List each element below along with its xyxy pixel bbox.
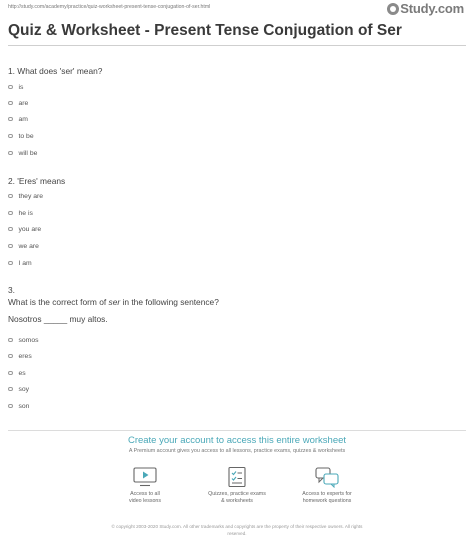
feature-line: Access to all [130,491,160,497]
radio-button[interactable] [8,134,13,139]
option-label: they are [18,192,44,200]
question-2-option[interactable] [8,224,41,234]
question-1-option[interactable] [8,148,37,158]
feature-line: & worksheets [221,498,253,504]
copyright-footer [60,524,414,537]
option-label: will be [18,149,38,157]
feature-line: Access to experts for [302,491,352,497]
question-2-heading: 2. 'Eres' means [8,176,66,186]
radio-button[interactable] [8,261,13,266]
option-label: you are [18,225,42,233]
question-3-number: 3. [8,285,15,295]
option-label: he is [18,209,33,217]
chat-icon [314,466,340,488]
footer-line: © copyright 2003-2020 Study.com. All other trademarks and copyrights are the property of their respective owners. All rights [111,524,363,529]
option-label: I am [18,259,32,267]
feature-line: homework questions [302,498,352,504]
promo-divider [8,430,466,431]
feature-text [208,491,266,505]
video-icon [132,466,158,488]
radio-button[interactable] [8,404,13,409]
radio-button[interactable] [8,101,13,106]
question-1-option[interactable] [8,98,28,108]
question-3-option[interactable] [8,384,29,394]
question-3-option[interactable] [8,401,29,411]
radio-button[interactable] [8,387,13,392]
question-2-option[interactable] [8,241,39,251]
feature-text [129,491,161,505]
option-label: eres [18,352,32,360]
prompt-text: What is the correct form of [8,297,109,307]
page-title: Quiz & Worksheet - Present Tense Conjugation of Ser [8,22,402,39]
question-3-prompt [8,297,219,307]
study-logo[interactable] [387,1,464,16]
radio-button[interactable] [8,371,13,376]
radio-button[interactable] [8,354,13,359]
radio-button[interactable] [8,117,13,122]
question-1-heading: 1. What does 'ser' mean? [8,66,103,76]
page-url[interactable]: http://study.com/academy/practice/quiz-worksheet-present-tense-conjugation-of-ser.html [8,4,211,10]
option-label: we are [18,242,39,250]
title-divider [8,45,466,46]
top-bar [0,0,474,14]
promo-title-link[interactable]: Create your account to access this entire worksheet [127,435,347,446]
footer-line: reserved. [227,530,247,536]
option-label: am [18,115,28,123]
feature-experts [272,466,382,505]
question-2-option[interactable] [8,258,32,268]
question-3-sentence: Nosotros _____ muy altos. [8,314,108,324]
radio-button[interactable] [8,338,13,343]
study-logo-icon [387,3,399,15]
question-2-option[interactable] [8,191,43,201]
radio-button[interactable] [8,244,13,249]
radio-button[interactable] [8,194,13,199]
radio-button[interactable] [8,85,13,90]
promo-subtitle: A Premium account gives you access to all lessons, practice exams, quizzes & worksheets [128,448,346,454]
option-label: are [18,99,29,107]
question-1-option[interactable] [8,114,28,124]
feature-line: video lessons [128,498,162,504]
option-label: is [18,83,24,91]
quiz-icon [224,466,250,488]
question-3-option[interactable] [8,368,26,378]
question-2-option[interactable] [8,208,33,218]
prompt-text: in the following sentence? [120,297,219,307]
radio-button[interactable] [8,227,13,232]
question-1-option[interactable] [8,131,34,141]
feature-line: Quizzes, practice exams [208,491,266,497]
question-3-option[interactable] [8,351,32,361]
option-label: soy [18,385,30,393]
radio-button[interactable] [8,151,13,156]
study-logo-text: Study.com [400,1,464,16]
option-label: es [18,369,26,377]
prompt-emphasis: ser [108,297,121,307]
feature-text [302,491,351,505]
option-label: to be [18,132,34,140]
option-label: somos [18,336,39,344]
option-label: son [18,402,30,410]
radio-button[interactable] [8,211,13,216]
question-3-option[interactable] [8,335,39,345]
question-1-option[interactable] [8,82,23,92]
